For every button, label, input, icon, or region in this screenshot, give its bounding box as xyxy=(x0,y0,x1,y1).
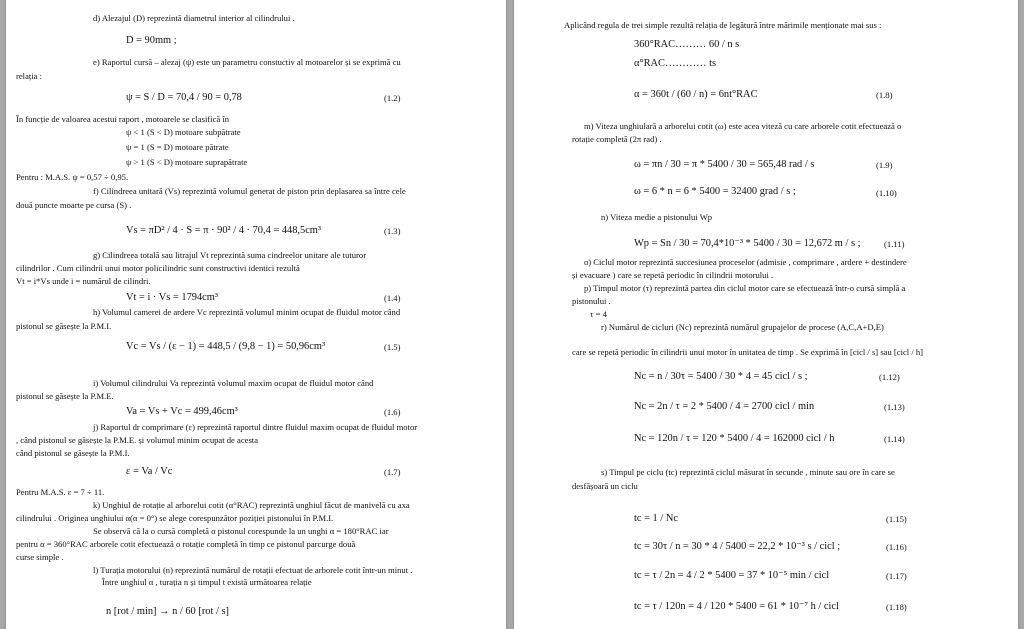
text-line: g) Cilindreea totală sau litrajul Vt reprezintă suma cindreelor unitare ale tuturor xyxy=(93,250,367,260)
equation: Va = Vs + Vc = 499,46cm³ xyxy=(126,406,238,417)
equation-number: (1.13) xyxy=(884,402,905,412)
equation-number: (1.5) xyxy=(384,342,401,352)
text-line: p) Timpul motor (τ) reprezintă partea din ciclul motor care se efectuează într-o cursă simplă a xyxy=(584,283,906,293)
equation: tc = τ / 120n = 4 / 120 * 5400 = 61 * 10⁻⁷ h / cicl xyxy=(634,601,839,612)
text-line: Pentru M.A.S. ε = 7 ÷ 11. xyxy=(16,487,105,497)
equation-number: (1.18) xyxy=(886,602,907,612)
text-line: i) Volumul cilindrului Va reprezintă volumul maxim ocupat de fluidul motor când xyxy=(93,378,374,388)
equation: Vs = πD² / 4 · S = π · 90² / 4 · 70,4 = 448,5cm³ xyxy=(126,225,322,236)
equation-number: (1.4) xyxy=(384,293,401,303)
equation: n [rot / min] → n / 60 [rot / s] xyxy=(106,606,229,617)
text-line: două puncte moarte pe cursa (S) . xyxy=(16,200,132,210)
text-line: r) Numărul de cicluri (Nc) reprezintă numărul grupajelor de procese (A,C,A+D,E) xyxy=(601,322,884,332)
equation: Vt = i · Vs = 1794cm³ xyxy=(126,292,218,303)
text-line: o) Ciclul motor reprezintă succesiunea proceselor (admisie , comprimare , ardere + destindere xyxy=(584,257,907,267)
equation: Wp = Sn / 30 = 70,4*10⁻³ * 5400 / 30 = 12,672 m / s ; xyxy=(634,238,861,249)
text-line: În funcție de valoarea acestui raport , motoarele se clasifică în xyxy=(16,114,230,124)
equation: Nc = n / 30τ = 5400 / 30 * 4 = 45 cicl / s ; xyxy=(634,371,808,382)
equation-number: (1.10) xyxy=(876,188,897,198)
equation: α°RAC………… ts xyxy=(634,58,717,69)
text-line: pistonului . xyxy=(572,296,611,306)
text-line: rotație completă (2π rad) . xyxy=(572,134,662,144)
text-line: curse simple . xyxy=(16,552,64,562)
text-line: pistonul se găsește la P.M.E. xyxy=(16,391,114,401)
equation: α = 360t / (60 / n) = 6nt°RAC xyxy=(634,89,758,100)
equation-number: (1.8) xyxy=(876,90,893,100)
text-line: e) Raportul cursă – alezaj (ψ) este un parametru constuctiv al motoarelor și se exprimă cu xyxy=(93,57,401,67)
equation-number: (1.7) xyxy=(384,467,401,477)
text-line: cilindrilor . Cum cilindrii unui motor policilindric sunt constructivi identici rezultă xyxy=(16,263,300,273)
equation-number: (1.9) xyxy=(876,160,893,170)
document-page-left xyxy=(6,0,506,629)
equation-number: (1.17) xyxy=(886,571,907,581)
text-line: h) Volumul camerei de ardere Vc reprezintă volumul minim ocupat de fluidul motor când xyxy=(93,307,401,317)
text-line: l) Turația motorului (n) reprezintă numărul de rotații efectuat de arborele cotit într-un minut . xyxy=(93,565,413,575)
text-line: Pentru : M.A.S. ψ = 0,57 ÷ 0,95. xyxy=(16,172,129,182)
text-line: cilindrului . Originea unghiului α(α = 0°) se alege corespunzător poziției pistonului în P.M.I. xyxy=(16,513,334,523)
text-line: ψ = 1 (S = D) motoare pătrate xyxy=(126,142,229,152)
equation-number: (1.6) xyxy=(384,407,401,417)
text-line: relația : xyxy=(16,71,43,81)
equation: Nc = 2n / τ = 2 * 5400 / 4 = 2700 cicl / min xyxy=(634,401,815,412)
equation-number: (1.11) xyxy=(884,239,905,249)
text-line: care se repetă periodic în cilindrii unui motor în unitatea de timp . Se exprimă în [cicl / s] sau [cicl / h] xyxy=(572,347,924,357)
equation: Nc = 120n / τ = 120 * 5400 / 4 = 162000 cicl / h xyxy=(634,433,835,444)
text-line: Se observă că la o cursă completă α pistonul corespunde la un unghi α = 180°RAC iar xyxy=(93,526,389,536)
text-line: Vt = i*Vs unde i = numărul de cilindri. xyxy=(16,276,151,286)
text-line: d) Alezajul (D) reprezintă diametrul interior al cilindrului . xyxy=(93,13,295,23)
equation: 360°RAC……… 60 / n s xyxy=(634,39,740,50)
equation: ω = πn / 30 = π * 5400 / 30 = 565,48 rad / s xyxy=(634,159,815,170)
equation: D = 90mm ; xyxy=(126,35,177,46)
text-line: m) Viteza unghiulară a arborelui cotit (ω) este acea viteză cu care arborele cotit efectuează o xyxy=(584,121,902,131)
equation: ψ = S / D = 70,4 / 90 = 0,78 xyxy=(126,92,242,103)
equation: tc = 30τ / n = 30 * 4 / 5400 = 22,2 * 10⁻³ s / cicl ; xyxy=(634,541,841,552)
text-line: ψ < 1 (S < D) motoare subpătrate xyxy=(126,127,241,137)
text-line: Aplicând regula de trei simple rezultă relația de legătură între mărimile menționate mai sus : xyxy=(564,20,882,30)
text-line: Între unghiul α , turația n și timpul t există următoarea relație xyxy=(102,577,312,587)
text-line: j) Raportul dr comprimare (ε) reprezintă raportul dintre fluidul maxim ocupat de fluidul motor xyxy=(93,422,418,432)
text-line: când pistonul se găsește la P.M.I. xyxy=(16,448,130,458)
text-line: ψ > 1 (S < D) motoare suprapătrate xyxy=(126,157,248,167)
equation-number: (1.2) xyxy=(384,93,401,103)
equation: Vc = Vs / (ε − 1) = 448,5 / (9,8 − 1) = 50,96cm³ xyxy=(126,341,326,352)
text-line: pentru α = 360°RAC arborele cotit efectuează o rotație completă în timp ce pistonul parcurge două xyxy=(16,539,356,549)
equation-number: (1.14) xyxy=(884,434,905,444)
equation-number: (1.15) xyxy=(886,514,907,524)
equation: tc = 1 / Nc xyxy=(634,513,678,524)
text-line: și evacuare ) care se repetă periodic în cilindrii motorului . xyxy=(572,270,774,280)
text-line: n) Viteza medie a pistonului Wp xyxy=(601,212,713,222)
text-line: f) Cilindreea unitară (Vs) reprezintă volumul generat de piston prin deplasarea sa între cele xyxy=(93,186,406,196)
equation: ε = Va / Vc xyxy=(126,466,173,477)
text-line: desfășoară un ciclu xyxy=(572,481,638,491)
text-line: pistonul se găsește la P.M.I. xyxy=(16,321,112,331)
document-page-right xyxy=(514,0,1018,629)
text-line: s) Timpul pe ciclu (tc) reprezintă ciclul măsurat în secunde , minute sau ore în care se xyxy=(601,467,895,477)
text-line: τ = 4 xyxy=(590,309,607,319)
equation-number: (1.12) xyxy=(879,372,900,382)
text-line: k) Unghiul de rotație al arborelui cotit (α°RAC) reprezintă unghiul făcut de manivelă cu axa xyxy=(93,500,410,510)
equation-number: (1.3) xyxy=(384,226,401,236)
text-line: , când pistonul se găsește la P.M.E. și volumul minim ocupat de acesta xyxy=(16,435,259,445)
equation: ω = 6 * n = 6 * 5400 = 32400 grad / s ; xyxy=(634,186,796,197)
equation-number: (1.16) xyxy=(886,542,907,552)
equation: tc = τ / 2n = 4 / 2 * 5400 = 37 * 10⁻⁵ min / cicl xyxy=(634,570,830,581)
